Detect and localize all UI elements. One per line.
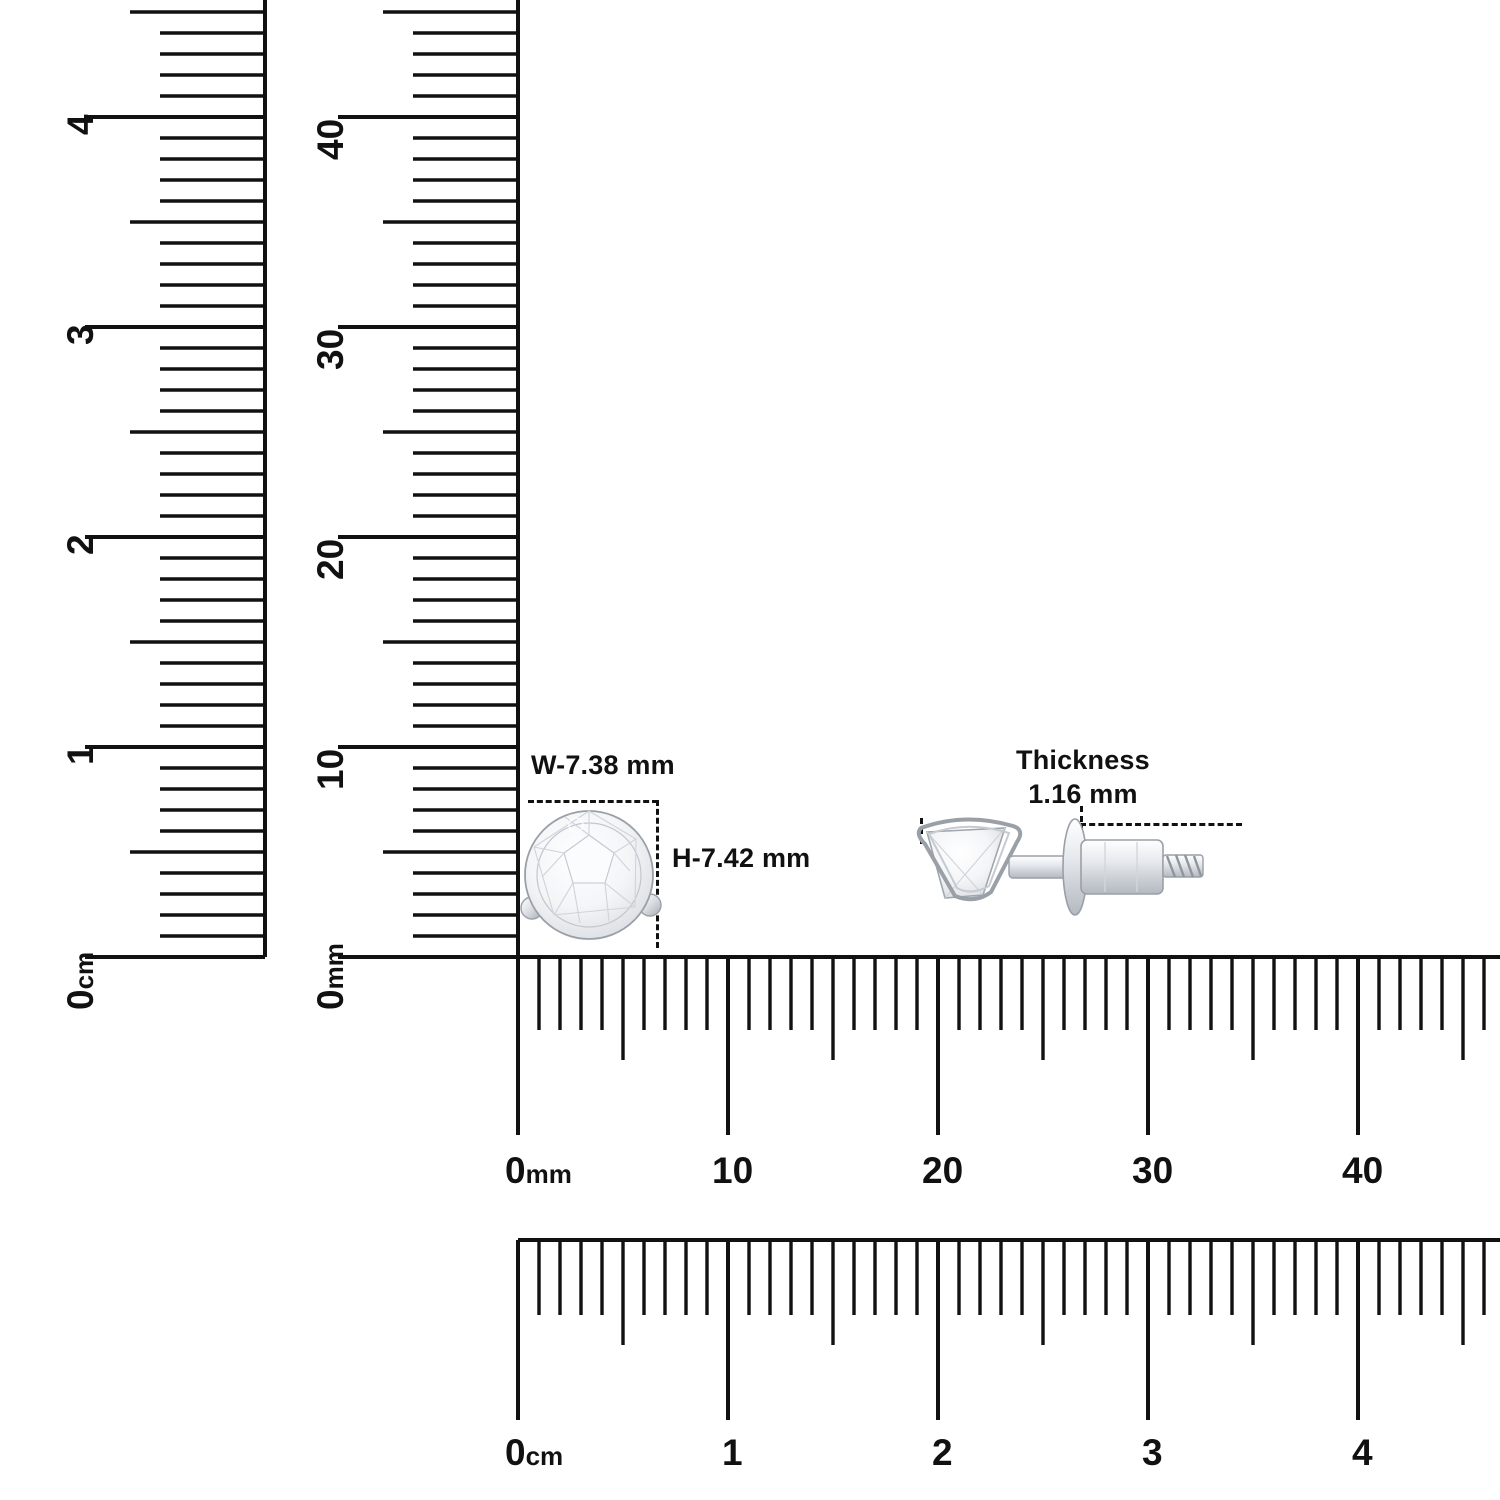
hcm-label-0: 0cm [505,1432,564,1473]
vcm-label-0: 0cm [60,951,101,1010]
vcm-label-3: 3 [60,324,101,345]
thickness-value-text: 1.16 mm [1028,778,1138,809]
hmm-label-0: 0mm [505,1150,572,1191]
hcm-label-3: 3 [1142,1432,1163,1473]
hcm-label-4: 4 [1352,1432,1373,1473]
width-label: W-7.38 mm [531,750,675,780]
thickness-label-text: Thickness [1016,745,1150,775]
horizontal-mm-ruler [368,957,1500,1135]
vmm-label-40: 40 [310,118,351,160]
height-label: H-7.42 mm [672,843,811,873]
vertical-cm-ruler [85,0,265,957]
vcm-label-1: 1 [60,744,101,765]
hmm-label-20: 20 [922,1150,964,1191]
hcm-label-2: 2 [932,1432,953,1473]
vertical-mm-ruler [338,0,518,957]
vmm-label-20: 20 [310,538,351,580]
vmm-label-30: 30 [310,328,351,370]
round-solitaire-stud-front [510,795,680,955]
vmm-label-0: 0mm [310,943,351,1010]
vcm-label-4: 4 [60,114,101,135]
vmm-label-10: 10 [310,748,351,790]
hmm-label-30: 30 [1132,1150,1174,1191]
hmm-label-40: 40 [1342,1150,1384,1191]
hcm-label-1: 1 [722,1432,743,1473]
horizontal-cm-ruler [518,1240,1500,1420]
round-solitaire-stud-side-with-screwback [905,800,1235,945]
vcm-label-2: 2 [60,534,101,555]
hmm-label-10: 10 [712,1150,754,1191]
